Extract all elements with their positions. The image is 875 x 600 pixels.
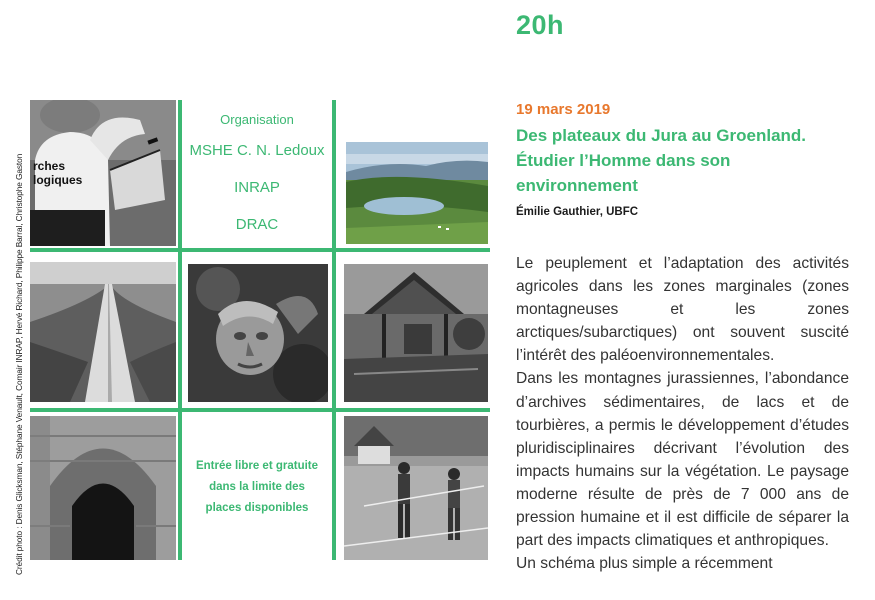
- organisation-name: MSHE C. N. Ledoux: [189, 142, 325, 159]
- photo-credit: Crédit photo : Denis Glicksman, Stéphane Venault, Comair INRAP, Hervé Richard, Philippe Barral, Christophe Gaston: [14, 153, 24, 575]
- archaeologist-photo: [30, 100, 176, 246]
- event-date: 19 mars 2019: [516, 101, 611, 118]
- grid-divider: [332, 100, 336, 560]
- description-paragraph: Dans les montagnes jurassiennes, l’abondance d’archives sédimentaires, de lacs et de tourbières, a permis le développement d’études pluridisciplinaires décrivant l’évolution des impacts humains sur la végétation. Le paysage moderne résulte de près de 7 000 ans de pression humaine et il est difficile de séparer la part des impacts climatiques et anthropiques.: [516, 370, 849, 550]
- entry-info-panel: [182, 418, 332, 558]
- description-paragraph: Le peuplement et l’adaptation des activités agricoles dans les zones marginales (zones montagneuses et les zones arctiques/subarctiques) ont souvent suscité l’intérêt des paléoenvironnementales.: [516, 255, 849, 365]
- aerial-road-photo: [30, 262, 176, 402]
- organisation-name: INRAP: [234, 179, 280, 196]
- stone-arch-photo: [30, 416, 176, 560]
- event-description: [516, 252, 849, 575]
- carved-head-photo: [188, 264, 328, 402]
- grid-divider: [30, 248, 490, 252]
- organisation-panel: [182, 100, 332, 248]
- wooden-structure-photo: [344, 264, 488, 402]
- grid-divider: [30, 408, 490, 412]
- organisation-heading: Organisation: [220, 112, 294, 127]
- greenland-landscape-photo: [346, 142, 488, 244]
- shirt-text-line1: rches: [33, 159, 66, 173]
- shirt-text-line2: logiques: [33, 173, 83, 187]
- organisation-name: DRAC: [235, 216, 279, 233]
- photo-grid: [30, 100, 490, 560]
- field-survey-photo: [344, 416, 488, 560]
- photo-credit-column: [13, 125, 29, 575]
- entry-info-line: Entrée libre et gratuite: [195, 460, 319, 472]
- event-time: 20h: [516, 10, 565, 40]
- entry-info-line: dans la limite des: [209, 481, 305, 493]
- event-author: Émilie Gauthier, UBFC: [516, 206, 639, 218]
- event-details: [516, 100, 849, 575]
- description-paragraph: Un schéma plus simple a récemment: [516, 555, 773, 573]
- event-title: Des plateaux du Jura au Groenland. Étudier l’Homme dans son environnement: [516, 126, 807, 195]
- entry-info-line: places disponibles: [205, 502, 309, 514]
